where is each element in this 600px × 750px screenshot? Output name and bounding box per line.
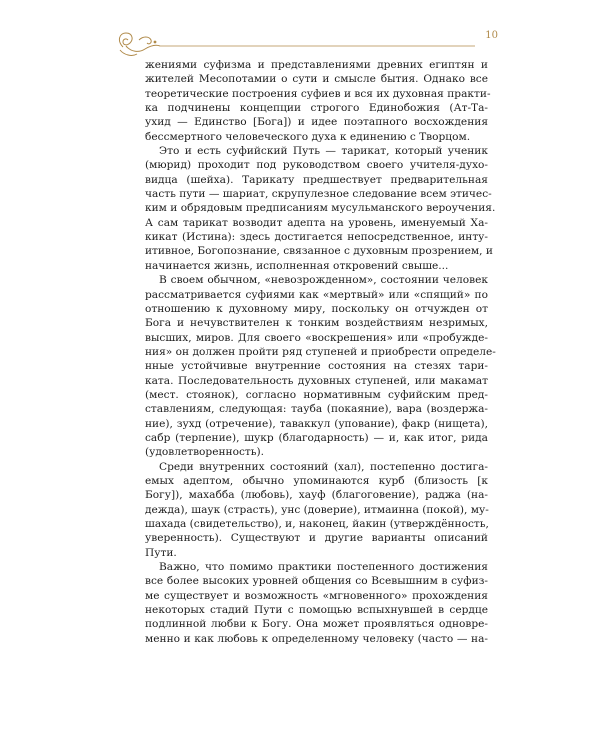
text-line: Важно, что помимо практики постепенного достижения [159,561,488,574]
text-line: сабр (терпение), шукр (благодарность) — и, как итог, рида [145,431,488,444]
text-line: (удовлетворенность). [145,446,265,459]
page-number: 10 [485,30,498,41]
text-line: дежда), шаук (страсть), унс (доверие), итмаинна (покой), му- [145,503,489,516]
text-line: отношению к духовному миру, поскольку он отчужден от [145,302,488,315]
text-line: емых адептом, обычно упоминаются курб (близость [к [145,474,488,487]
text-line: часть пути — шариат, скрупулезное следование всем этичес- [145,188,492,201]
text-line: начинается жизнь, исполненная откровений свыше... [145,259,449,272]
text-line: ким и обрядовым предписаниям мусульманского вероучения. [145,202,496,215]
paragraph [145,460,488,560]
text-line: А сам тарикат возводит адепта на уровень, именуемый Ха- [145,216,488,229]
text-line: ме существует и возможность «мгновенного» прохождения [145,589,488,602]
text-line: Богу]), махабба (любовь), хауф (благоговение), раджа (на- [145,489,488,502]
text-line: ухид — Единство [Бога]) и идее поэтапного восхождения [145,116,488,129]
text-line: все более высоких уровней общения со Всевышним в суфиз- [145,575,488,588]
text-line: Среди внутренних состояний (хал), постепенно достига- [159,460,488,473]
text-line: кикат (Истина): здесь достигается непосредственное, инту- [145,231,488,244]
text-line: некоторых стадий Пути с помощью вспыхнувшей в сердце [145,604,488,617]
text-line: рассматривается суфиями как «мертвый» или «спящий» по [145,288,488,301]
text-line: ставлениям, следующая: тауба (покаяние), вара (воздержа- [145,403,488,416]
text-line: итивное, Богопознание, связанное с духовным прозрением, и [145,245,493,258]
text-line: Бога и нечувствителен к тонким воздействиям незримых, [145,317,488,330]
header-flourish-ornament [115,30,495,60]
text-line: В своем обычном, «невозрожденном», состоянии человек [159,274,488,287]
text-line: видца (шейха). Тарикату предшествует предварительная [145,173,488,186]
paragraph [145,273,496,459]
text-line: подлинной любви к Богу. Она может проявляться одновре- [145,618,488,631]
paragraph [145,58,491,144]
text-line: (мест. стоянок), согласно нормативным суфийским пред- [145,388,488,401]
text-line: ние), зухд (отречение), таваккул (упование), факр (нищета), [145,417,488,430]
text-line: уверенность). Существуют и другие варианты описаний [145,532,488,545]
text-line: жениями суфизма и представлениями древних египтян и [145,59,488,71]
text-line: жителей Месопотамии о сути и смысле бытия. Однако все [145,73,488,86]
text-line: ката. Последовательность духовных ступеней, или макамат [145,374,488,387]
text-line: ния» он должен пройти ряд ступеней и приобрести определе- [145,345,496,358]
text-line: теоретические построения суфиев и вся их духовная практи- [145,87,491,100]
paragraph [145,144,496,273]
paragraph [145,560,488,646]
text-line: шахада (свидетельство), и, наконец, йакин (утверждённость, [145,518,489,530]
text-line: ка подчинены концепции строгого Единобожия (Ат-Та- [145,102,488,115]
text-line: Это и есть суфийский Путь — тарикат, который ученик [159,145,488,158]
text-line: менно и как любовь к определенному человеку (часто — на- [145,632,488,645]
text-line: бессмертного человеческого духа к единению с Творцом. [145,130,471,143]
body-text [145,58,496,646]
text-line: (мюрид) проходит под руководством своего учителя-духо- [145,159,488,172]
text-line: Пути. [145,546,177,559]
text-line: высших, миров. Для своего «воскрешения» или «пробужде- [145,331,488,344]
text-line: нные устойчивые внутренние состояния на стезях тари- [145,360,488,373]
